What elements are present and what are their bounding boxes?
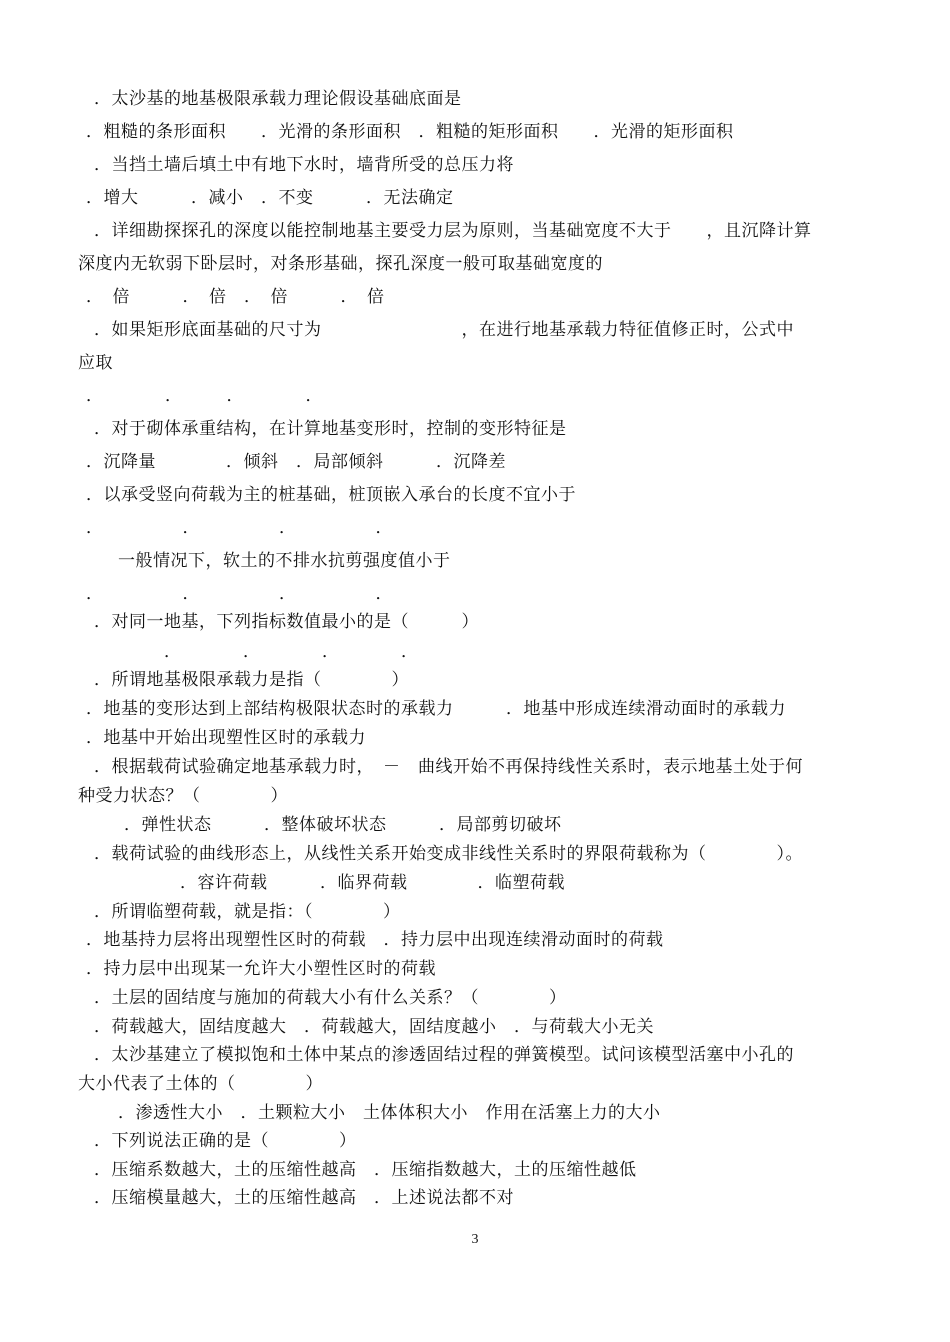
text-line: 种受力状态？（ ） bbox=[78, 786, 288, 806]
text-line: ． ． ． ． bbox=[86, 584, 393, 604]
text-line: ．增大 ．减小 ．不变 ．无法确定 bbox=[86, 188, 454, 208]
text-line: 大小代表了土体的（ ） bbox=[78, 1074, 323, 1094]
text-line: ．渗透性大小 ．土颗粒大小 土体体积大小 作用在活塞上力的大小 bbox=[118, 1103, 661, 1123]
text-line: ． 倍 ． 倍 ． 倍 ． 倍 bbox=[86, 287, 385, 307]
text-line: ．持力层中出现某一允许大小塑性区时的荷载 bbox=[86, 959, 436, 979]
page-number: 3 bbox=[471, 1232, 479, 1247]
text-line: ．所谓地基极限承载力是指（ ） bbox=[94, 670, 409, 690]
text-line: ．容许荷载 ．临界荷载 ．临塑荷载 bbox=[180, 873, 565, 893]
text-line: ．下列说法正确的是（ ） bbox=[94, 1131, 357, 1151]
text-line: ．粗糙的条形面积 ．光滑的条形面积 ．粗糙的矩形面积 ．光滑的矩形面积 bbox=[86, 122, 734, 142]
text-line: ． ． ． ． bbox=[86, 386, 323, 406]
text-line: ．弹性状态 ．整体破坏状态 ．局部剪切破坏 bbox=[124, 815, 562, 835]
text-line: ．太沙基的地基极限承载力理论假设基础底面是 bbox=[94, 89, 462, 109]
text-line: ．沉降量 ．倾斜 ．局部倾斜 ．沉降差 bbox=[86, 452, 506, 472]
text-line: ． ． ． ． bbox=[86, 518, 393, 538]
text-line: ．地基持力层将出现塑性区时的荷载 ．持力层中出现连续滑动面时的荷载 bbox=[86, 930, 664, 950]
text-line: ．地基的变形达到上部结构极限状态时的承载力 ．地基中形成连续滑动面时的承载力 bbox=[86, 699, 786, 719]
text-line: ．所谓临塑荷载，就是指：（ ） bbox=[94, 902, 401, 922]
text-line: ．太沙基建立了模拟饱和土体中某点的渗透固结过程的弹簧模型。试问该模型活塞中小孔的 bbox=[94, 1045, 794, 1065]
text-line: ．对于砌体承重结构，在计算地基变形时，控制的变形特征是 bbox=[94, 419, 567, 439]
text-line: ． ． ． ． bbox=[164, 642, 419, 662]
text-line: 一般情况下，软土的不排水抗剪强度值小于 bbox=[118, 551, 451, 571]
text-line: ．以承受竖向荷载为主的桩基础，桩顶嵌入承台的长度不宜小于 bbox=[86, 485, 576, 505]
text-line: ．详细勘探探孔的深度以能控制地基主要受力层为原则，当基础宽度不大于 ，且沉降计算 bbox=[94, 221, 812, 241]
text-line: ．如果矩形底面基础的尺寸为 ，在进行地基承载力特征值修正时，公式中 bbox=[94, 320, 794, 340]
text-line: ．压缩系数越大，土的压缩性越高 ．压缩指数越大，土的压缩性越低 bbox=[94, 1160, 637, 1180]
text-line: ．载荷试验的曲线形态上，从线性关系开始变成非线性关系时的界限荷载称为（ ）。 bbox=[94, 844, 803, 864]
text-line: ．根据载荷试验确定地基承载力时， － 曲线开始不再保持线性关系时，表示地基土处于何 bbox=[94, 757, 803, 777]
text-line: ．土层的固结度与施加的荷载大小有什么关系？（ ） bbox=[94, 988, 567, 1008]
text-line: ．地基中开始出现塑性区时的承载力 bbox=[86, 728, 366, 748]
text-line: 深度内无软弱下卧层时，对条形基础，探孔深度一般可取基础宽度的 bbox=[78, 254, 603, 274]
text-line: 应取 bbox=[78, 353, 113, 373]
text-line: ．荷载越大，固结度越大 ．荷载越大，固结度越小 ．与荷载大小无关 bbox=[94, 1017, 654, 1037]
text-line: ．压缩模量越大，土的压缩性越高 ．上述说法都不对 bbox=[94, 1188, 514, 1208]
text-line: ．当挡土墙后填土中有地下水时，墙背所受的总压力将 bbox=[94, 155, 514, 175]
text-line: ．对同一地基，下列指标数值最小的是（ ） bbox=[94, 612, 479, 632]
